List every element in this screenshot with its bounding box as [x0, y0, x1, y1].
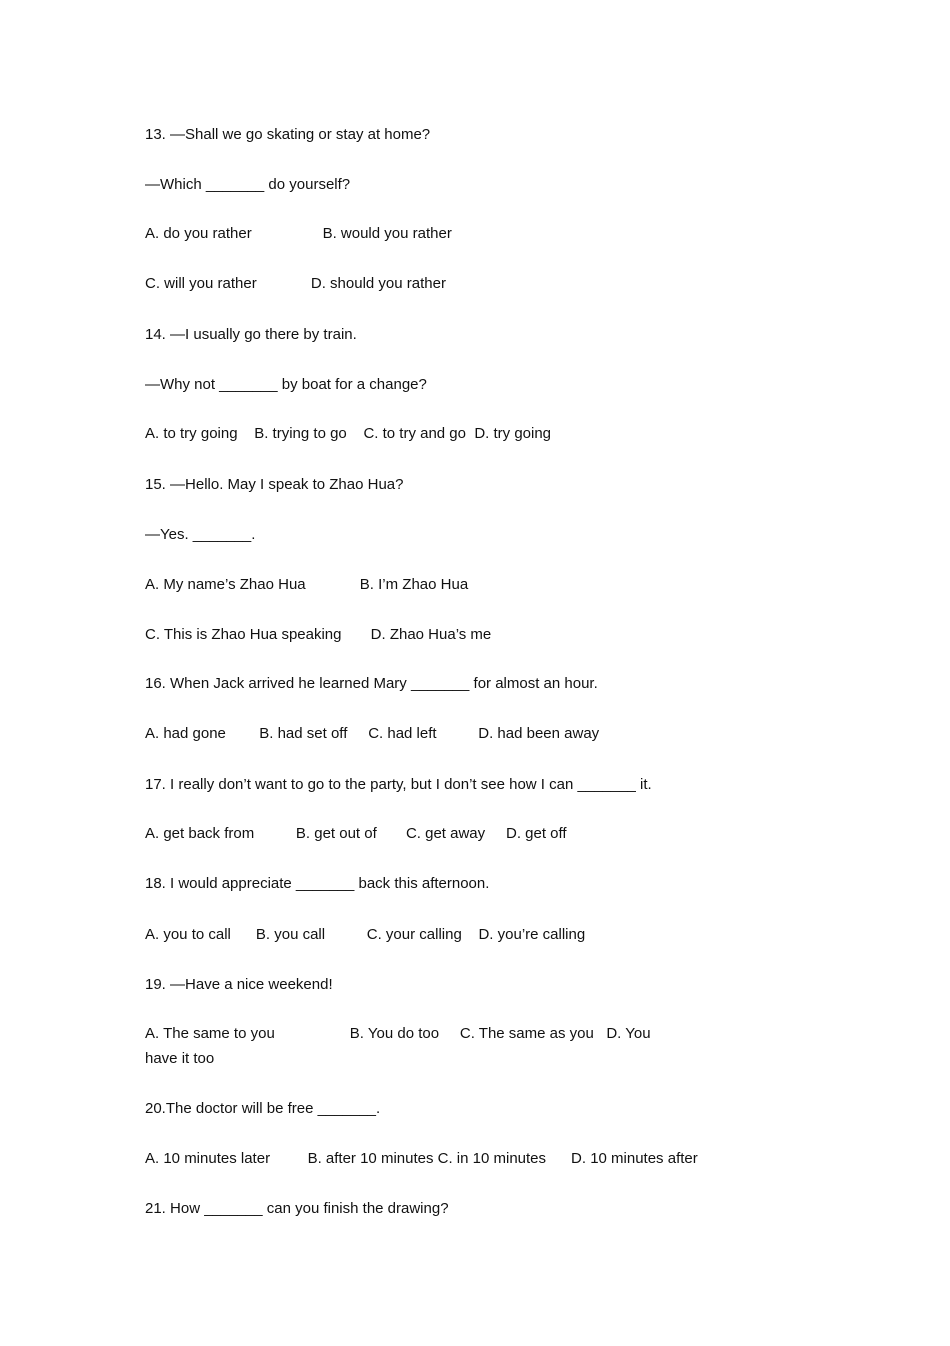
question-16-options: A. had gone B. had set off C. had left D. had been away — [145, 725, 600, 742]
question-19-stem: 19. —Have a nice weekend! — [145, 976, 333, 993]
question-14-stem: 14. —I usually go there by train. — [145, 326, 357, 343]
question-13-options-ab: A. do you rather B. would you rather — [145, 225, 452, 242]
question-14-options: A. to try going B. trying to go C. to try and go D. try going — [145, 425, 552, 442]
question-15-options-cd: C. This is Zhao Hua speaking D. Zhao Hua’s me — [145, 626, 492, 643]
question-13-reply: —Which _______ do yourself? — [145, 176, 351, 193]
question-17-options: A. get back from B. get out of C. get away D. get off — [145, 825, 567, 842]
question-16-stem: 16. When Jack arrived he learned Mary _______ for almost an hour. — [145, 675, 598, 692]
question-21-stem: 21. How _______ can you finish the drawing? — [145, 1200, 449, 1217]
question-15-options-ab: A. My name’s Zhao Hua B. I’m Zhao Hua — [145, 576, 469, 593]
question-13-stem: 13. —Shall we go skating or stay at home? — [145, 126, 431, 143]
question-15-stem: 15. —Hello. May I speak to Zhao Hua? — [145, 476, 404, 493]
question-15-reply: —Yes. _______. — [145, 526, 256, 543]
question-20-options: A. 10 minutes later B. after 10 minutes C. in 10 minutes D. 10 minutes after — [145, 1150, 698, 1167]
question-18-stem: 18. I would appreciate _______ back this afternoon. — [145, 875, 490, 892]
question-19-options: A. The same to you B. You do too C. The same as you D. You have it too — [145, 1025, 655, 1067]
question-14-reply: —Why not _______ by boat for a change? — [145, 376, 427, 393]
question-13-options-cd: C. will you rather D. should you rather — [145, 275, 446, 292]
question-18-options: A. you to call B. you call C. your calling D. you’re calling — [145, 926, 586, 943]
question-17-stem: 17. I really don’t want to go to the party, but I don’t see how I can _______ it. — [145, 776, 652, 793]
question-20-stem: 20.The doctor will be free _______. — [145, 1100, 381, 1117]
